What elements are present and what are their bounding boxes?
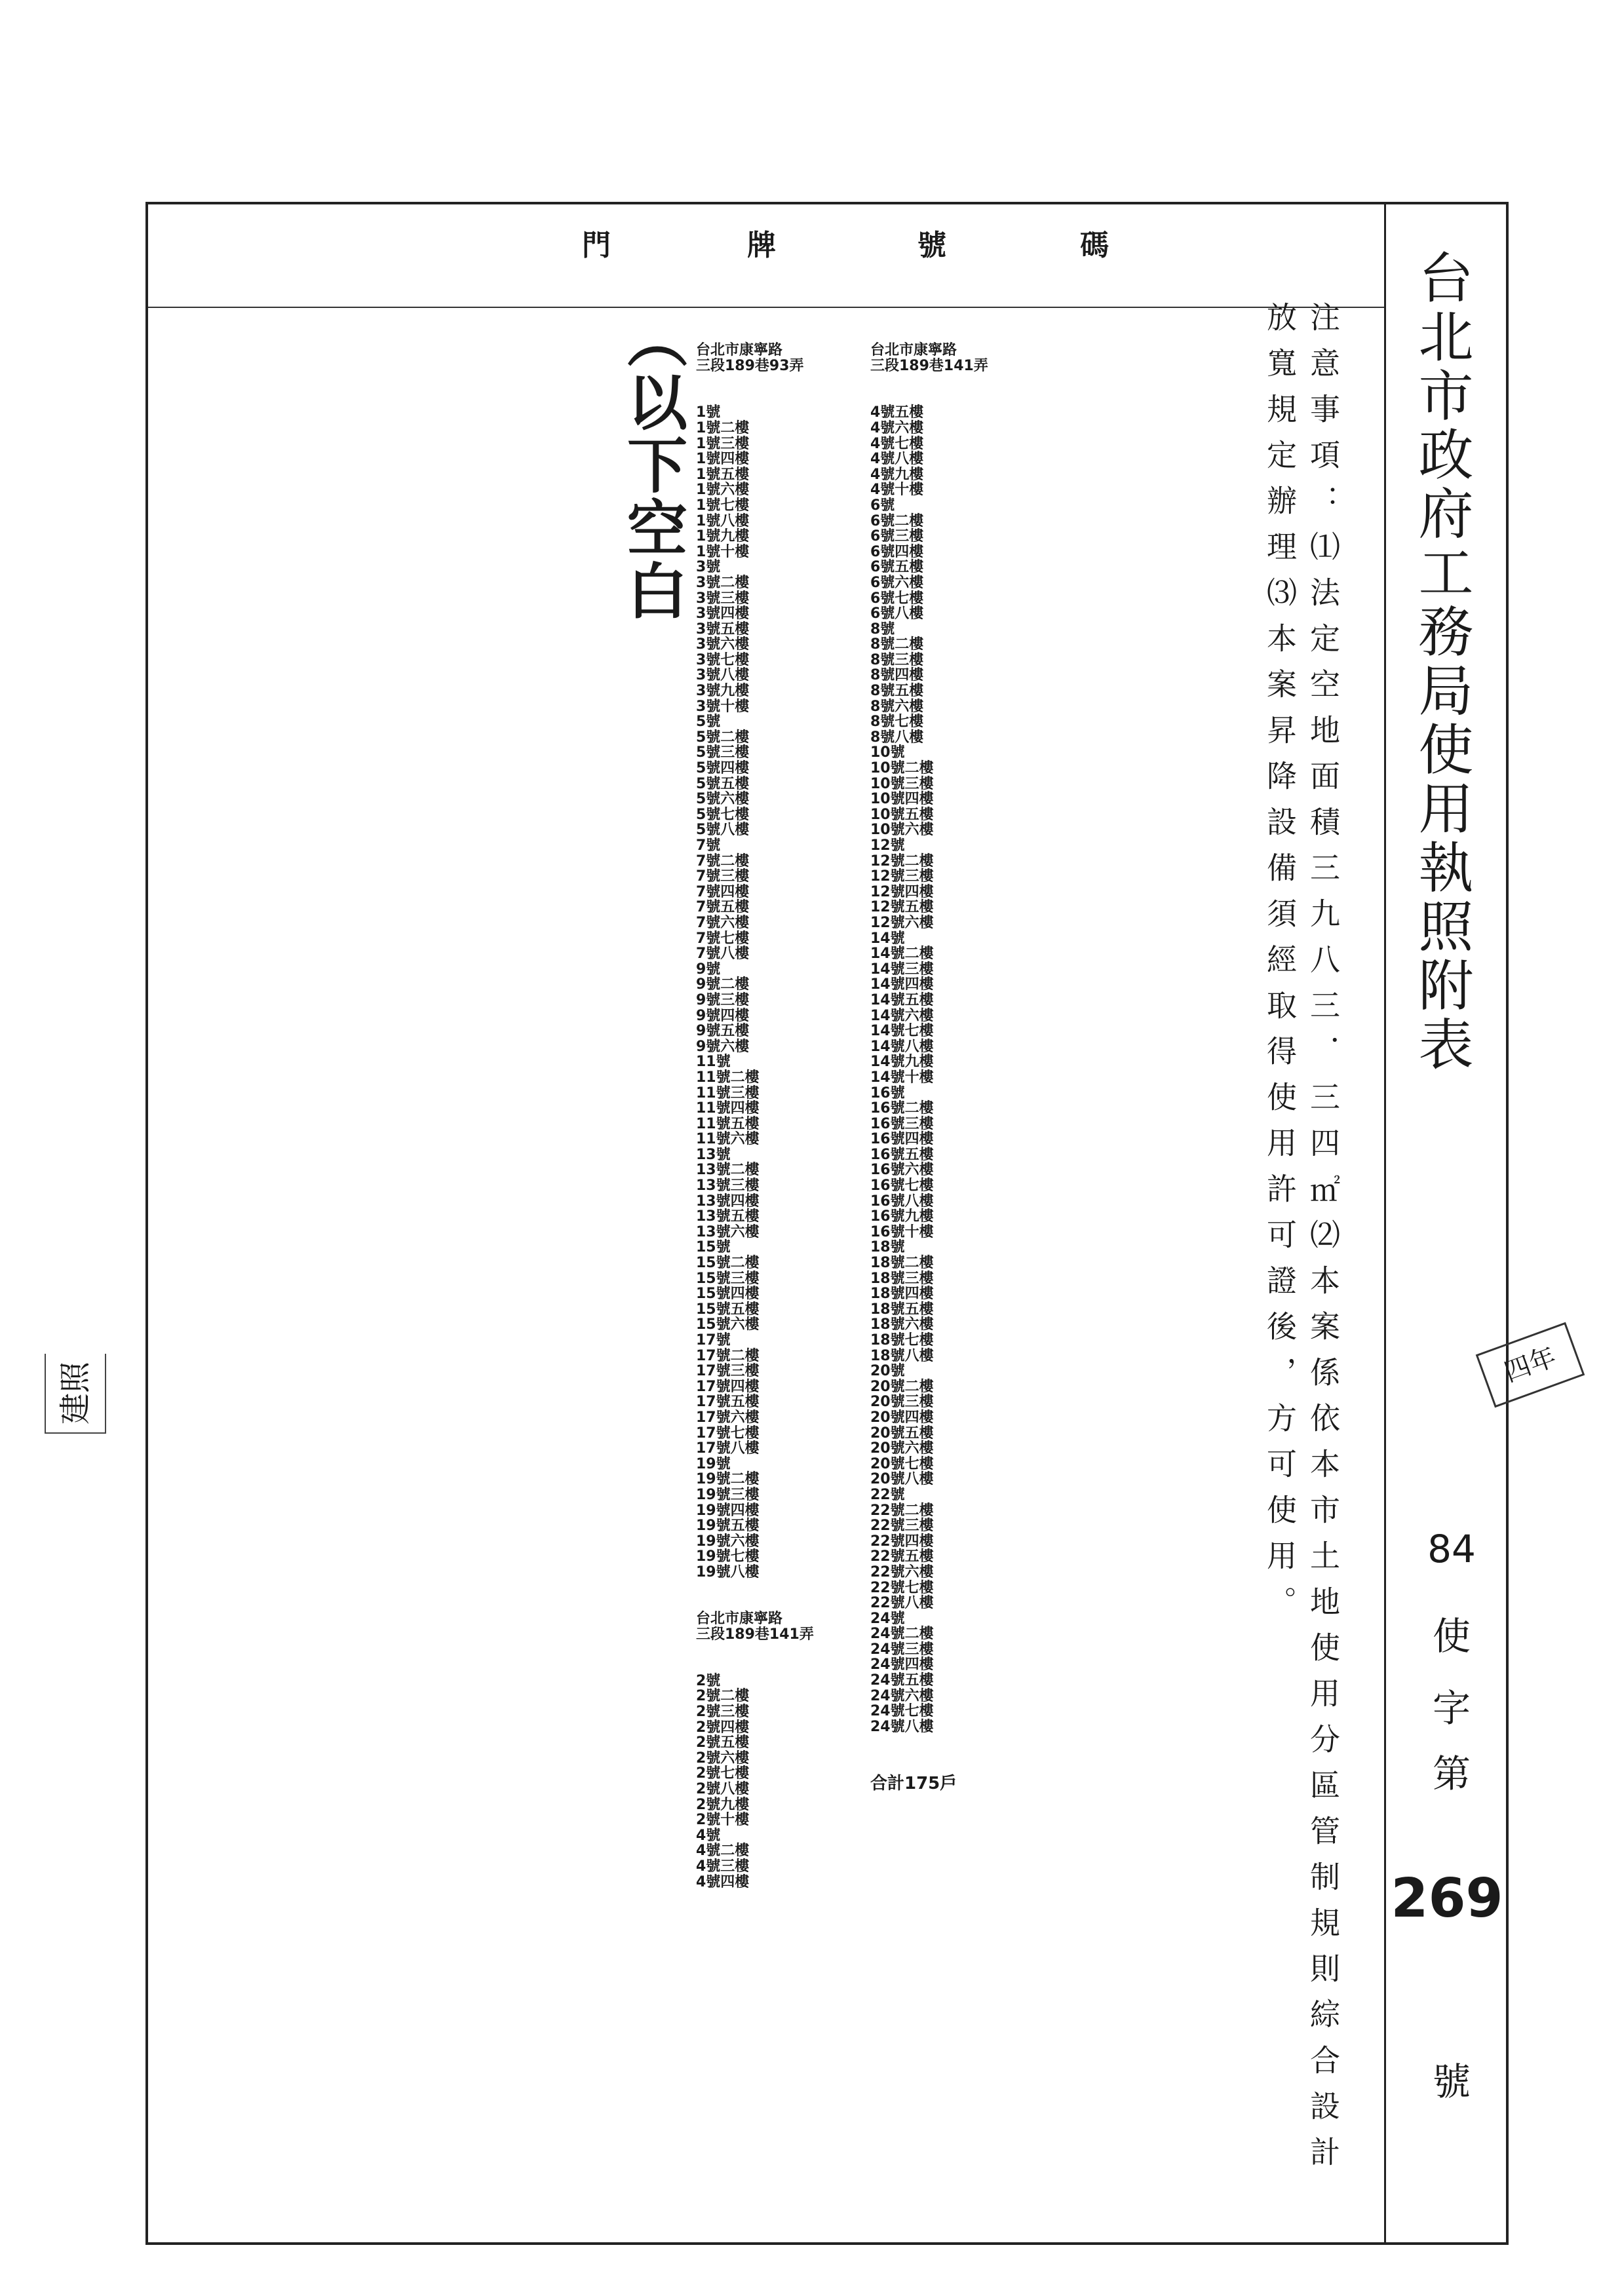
margin-stamp: 四年 [1476, 1322, 1585, 1408]
address-entry: 12號二樓 [870, 852, 934, 870]
address-entry: 22號七樓 [870, 1579, 934, 1596]
address-entry: 2號四樓 [696, 1719, 750, 1736]
address-heading-line: 台北市康寧路 [870, 342, 957, 359]
address-entry: 14號七樓 [870, 1023, 934, 1040]
address-entry: 22號三樓 [870, 1518, 934, 1535]
address-entry: 17號二樓 [696, 1347, 760, 1364]
address-entry: 24號八樓 [870, 1718, 934, 1735]
address-entry: 10號五樓 [870, 806, 934, 823]
address-entry: 2號五樓 [696, 1734, 750, 1751]
address-entry: 5號 [696, 714, 721, 731]
address-entry: 24號五樓 [870, 1672, 934, 1689]
address-list [696, 1674, 814, 1890]
address-entry: 6號 [870, 497, 895, 514]
address-entry: 16號八樓 [870, 1193, 934, 1210]
address-entry: 9號 [696, 961, 721, 978]
address-entry: 8號二樓 [870, 636, 924, 653]
address-entry: 6號二樓 [870, 512, 924, 529]
address-entry: 1號八樓 [696, 512, 750, 529]
permit-type: 使 [1432, 1614, 1471, 1658]
address-entry: 10號四樓 [870, 791, 934, 808]
address-heading-line: 三段189巷141弄 [696, 1626, 814, 1643]
address-entry: 2號三樓 [696, 1704, 750, 1721]
address-entry: 4號八樓 [870, 451, 924, 468]
address-entry: 11號三樓 [696, 1084, 760, 1101]
address-list [870, 405, 988, 1734]
address-entry: 5號八樓 [696, 822, 750, 839]
notes-text: 注意事項：⑴法定空地面積三九八三．三四㎡⑵本案係依本市土地使用分區管制規則綜合設計放寬規定辦理⑶本案昇降設備須經取得使用許可證後，方可使用。 [1262, 301, 1341, 2182]
address-entry: 12號 [870, 837, 905, 854]
address-entry: 12號四樓 [870, 883, 934, 900]
address-entry: 17號三樓 [696, 1363, 760, 1380]
address-entry: 18號三樓 [870, 1270, 934, 1287]
address-list [696, 405, 814, 1580]
address-entry: 20號七樓 [870, 1455, 934, 1472]
address-entry: 9號六樓 [696, 1038, 750, 1055]
address-entry: 20號八樓 [870, 1471, 934, 1488]
address-entry: 10號二樓 [870, 760, 934, 777]
address-entry: 3號七樓 [696, 651, 750, 668]
address-entry: 5號三樓 [696, 744, 750, 761]
address-entry: 7號六樓 [696, 914, 750, 931]
address-entry: 19號五樓 [696, 1518, 760, 1535]
address-entry: 5號六樓 [696, 791, 750, 808]
address-entry: 10號 [870, 744, 905, 761]
address-entry: 2號六樓 [696, 1750, 750, 1767]
address-entry: 15號六樓 [696, 1316, 760, 1333]
address-entry: 15號三樓 [696, 1270, 760, 1287]
address-entry: 8號六樓 [870, 698, 924, 715]
address-entry: 9號二樓 [696, 976, 750, 993]
address-entry: 6號七樓 [870, 590, 924, 607]
address-entry: 22號八樓 [870, 1595, 934, 1612]
address-entry: 12號六樓 [870, 914, 934, 931]
address-entry: 1號三樓 [696, 435, 750, 452]
address-entry: 4號三樓 [696, 1858, 750, 1875]
address-entry: 3號 [696, 559, 721, 576]
address-entry: 8號五樓 [870, 683, 924, 700]
address-entry: 7號四樓 [696, 883, 750, 900]
address-entry: 5號二樓 [696, 729, 750, 746]
address-entry: 5號五樓 [696, 775, 750, 792]
address-entry: 19號 [696, 1455, 731, 1472]
address-entry: 4號 [696, 1827, 721, 1844]
address-entry: 11號六樓 [696, 1131, 760, 1148]
address-entry: 13號 [696, 1146, 731, 1163]
address-entry: 1號二樓 [696, 419, 750, 436]
address-entry: 16號六樓 [870, 1162, 934, 1179]
address-entry: 6號五樓 [870, 559, 924, 576]
address-heading-line: 台北市康寧路 [696, 1610, 783, 1627]
address-entry: 20號四樓 [870, 1409, 934, 1426]
address-entry: 22號二樓 [870, 1502, 934, 1519]
address-total: 合計175戶 [870, 1773, 957, 1793]
address-entry: 17號七樓 [696, 1425, 760, 1442]
address-entry: 6號八樓 [870, 605, 924, 622]
address-entry: 19號三樓 [696, 1486, 760, 1503]
address-entry: 17號八樓 [696, 1440, 760, 1457]
address-entry: 2號九樓 [696, 1796, 750, 1813]
address-entry: 15號五樓 [696, 1301, 760, 1318]
address-entry: 16號九樓 [870, 1208, 934, 1225]
address-entry: 1號十樓 [696, 543, 750, 560]
address-entry: 8號四樓 [870, 667, 924, 684]
address-entry: 4號七樓 [870, 435, 924, 452]
address-entry: 5號七樓 [696, 806, 750, 823]
permit-year: 84 [1427, 1527, 1476, 1571]
address-entry: 1號五樓 [696, 466, 750, 483]
address-entry: 8號七樓 [870, 714, 924, 731]
header-label: 牌 [747, 229, 777, 262]
address-entry: 2號 [696, 1672, 721, 1689]
address-entry: 18號七樓 [870, 1332, 934, 1349]
address-entry: 9號五樓 [696, 1023, 750, 1040]
permit-char: 字 [1432, 1686, 1471, 1731]
address-entry: 2號八樓 [696, 1781, 750, 1798]
header-divider [148, 307, 1384, 308]
address-entry: 7號二樓 [696, 852, 750, 870]
address-entry: 18號四樓 [870, 1286, 934, 1303]
address-entry: 4號六樓 [870, 419, 924, 436]
address-entry: 3號五樓 [696, 621, 750, 638]
header-label: 門 [582, 229, 612, 262]
address-entry: 14號二樓 [870, 946, 934, 963]
address-entry: 17號五樓 [696, 1394, 760, 1411]
address-entry: 8號三樓 [870, 651, 924, 668]
address-entry: 4號二樓 [696, 1843, 750, 1860]
address-entry: 11號二樓 [696, 1069, 760, 1086]
address-entry: 15號二樓 [696, 1255, 760, 1272]
address-entry: 7號八樓 [696, 946, 750, 963]
address-entry: 16號三樓 [870, 1115, 934, 1132]
address-entry: 4號十樓 [870, 482, 924, 499]
address-entry: 7號 [696, 837, 721, 854]
address-entry: 14號三樓 [870, 961, 934, 978]
address-entry: 17號四樓 [696, 1378, 760, 1395]
page-title: 台北市政府工務局使用執照附表 [1410, 249, 1474, 1075]
permit-hao: 號 [1432, 2059, 1471, 2104]
address-entry: 24號 [870, 1610, 905, 1627]
address-entry: 15號四樓 [696, 1286, 760, 1303]
address-entry: 20號六樓 [870, 1440, 934, 1457]
permit-di: 第 [1432, 1751, 1471, 1796]
address-entry: 24號七樓 [870, 1703, 934, 1720]
address-entry: 14號 [870, 930, 905, 947]
header-label: 號 [917, 229, 948, 262]
address-entry: 14號八樓 [870, 1038, 934, 1055]
address-entry: 3號九樓 [696, 683, 750, 700]
address-entry: 3號三樓 [696, 590, 750, 607]
address-entry: 12號五樓 [870, 899, 934, 916]
address-heading [696, 1611, 814, 1643]
address-entry: 20號三樓 [870, 1394, 934, 1411]
address-entry: 16號四樓 [870, 1131, 934, 1148]
address-entry: 18號六樓 [870, 1316, 934, 1333]
address-entry: 13號二樓 [696, 1162, 760, 1179]
address-entry: 2號十樓 [696, 1812, 750, 1829]
address-entry: 19號六樓 [696, 1533, 760, 1550]
address-entry: 4號五樓 [870, 404, 924, 421]
address-entry: 5號四樓 [696, 760, 750, 777]
address-entry: 22號五樓 [870, 1548, 934, 1565]
address-entry: 14號六樓 [870, 1007, 934, 1024]
address-entry: 14號五樓 [870, 991, 934, 1008]
address-entry: 3號四樓 [696, 605, 750, 622]
address-heading [696, 343, 814, 374]
address-entry: 22號四樓 [870, 1533, 934, 1550]
address-entry: 19號七樓 [696, 1548, 760, 1565]
address-entry: 9號三樓 [696, 991, 750, 1008]
permit-number: 269 [1391, 1867, 1503, 1930]
address-entry: 7號七樓 [696, 930, 750, 947]
address-heading-line: 三段189巷93弄 [696, 358, 804, 375]
address-heading [870, 343, 988, 374]
address-entry: 7號三樓 [696, 868, 750, 885]
address-entry: 8號 [870, 621, 895, 638]
address-entry: 11號 [696, 1054, 731, 1071]
address-entry: 20號 [870, 1363, 905, 1380]
address-entry: 16號十樓 [870, 1223, 934, 1240]
address-entry: 16號七樓 [870, 1177, 934, 1195]
address-entry: 11號五樓 [696, 1115, 760, 1132]
address-entry: 24號二樓 [870, 1626, 934, 1643]
address-entry: 3號八樓 [696, 667, 750, 684]
header-label: 碼 [1080, 229, 1110, 262]
address-entry: 13號六樓 [696, 1223, 760, 1240]
address-entry: 6號三樓 [870, 528, 924, 545]
address-entry: 10號六樓 [870, 822, 934, 839]
address-entry: 8號八樓 [870, 729, 924, 746]
address-entry: 19號八樓 [696, 1563, 760, 1580]
address-entry: 19號四樓 [696, 1502, 760, 1519]
address-entry: 18號 [870, 1239, 905, 1256]
address-entry: 2號二樓 [696, 1688, 750, 1705]
address-entry: 14號四樓 [870, 976, 934, 993]
address-entry: 1號七樓 [696, 497, 750, 514]
address-entry: 4號四樓 [696, 1873, 750, 1890]
address-entry: 14號十樓 [870, 1069, 934, 1086]
address-entry: 17號 [696, 1332, 731, 1349]
address-entry: 20號二樓 [870, 1378, 934, 1395]
address-entry: 19號二樓 [696, 1471, 760, 1488]
address-entry: 24號四樓 [870, 1656, 934, 1674]
address-entry: 4號九樓 [870, 466, 924, 483]
address-column-1 [696, 312, 814, 1921]
address-entry: 17號六樓 [696, 1409, 760, 1426]
address-entry: 1號九樓 [696, 528, 750, 545]
address-entry: 1號四樓 [696, 451, 750, 468]
address-entry: 14號九樓 [870, 1054, 934, 1071]
address-entry: 12號三樓 [870, 868, 934, 885]
address-column-2 [870, 312, 988, 1822]
address-entry: 2號七樓 [696, 1765, 750, 1782]
address-entry: 18號八樓 [870, 1347, 934, 1364]
address-entry: 9號四樓 [696, 1007, 750, 1024]
address-entry: 6號六樓 [870, 574, 924, 591]
address-entry: 22號六樓 [870, 1563, 934, 1580]
address-entry: 7號五樓 [696, 899, 750, 916]
address-entry: 11號四樓 [696, 1100, 760, 1117]
address-entry: 1號 [696, 404, 721, 421]
address-heading-line: 台北市康寧路 [696, 342, 783, 359]
address-entry: 20號五樓 [870, 1425, 934, 1442]
address-entry: 13號三樓 [696, 1177, 760, 1195]
address-entry: 24號三樓 [870, 1641, 934, 1658]
address-entry: 24號六樓 [870, 1687, 934, 1704]
address-entry: 13號四樓 [696, 1193, 760, 1210]
address-entry: 13號五樓 [696, 1208, 760, 1225]
address-entry: 3號二樓 [696, 574, 750, 591]
address-entry: 18號五樓 [870, 1301, 934, 1318]
address-entry: 3號十樓 [696, 698, 750, 715]
address-entry: 18號二樓 [870, 1255, 934, 1272]
address-entry: 1號六樓 [696, 482, 750, 499]
blank-marker: （以下空白 [617, 308, 687, 622]
address-entry: 15號 [696, 1239, 731, 1256]
address-entry: 16號 [870, 1084, 905, 1101]
address-entry: 16號二樓 [870, 1100, 934, 1117]
address-entry: 22號 [870, 1486, 905, 1503]
address-entry: 6號四樓 [870, 543, 924, 560]
margin-stamp: 建照 [45, 1354, 106, 1434]
address-entry: 3號六樓 [696, 636, 750, 653]
address-heading-line: 三段189巷141弄 [870, 358, 988, 375]
title-divider [1384, 202, 1386, 2245]
address-entry: 16號五樓 [870, 1146, 934, 1163]
address-entry: 10號三樓 [870, 775, 934, 792]
